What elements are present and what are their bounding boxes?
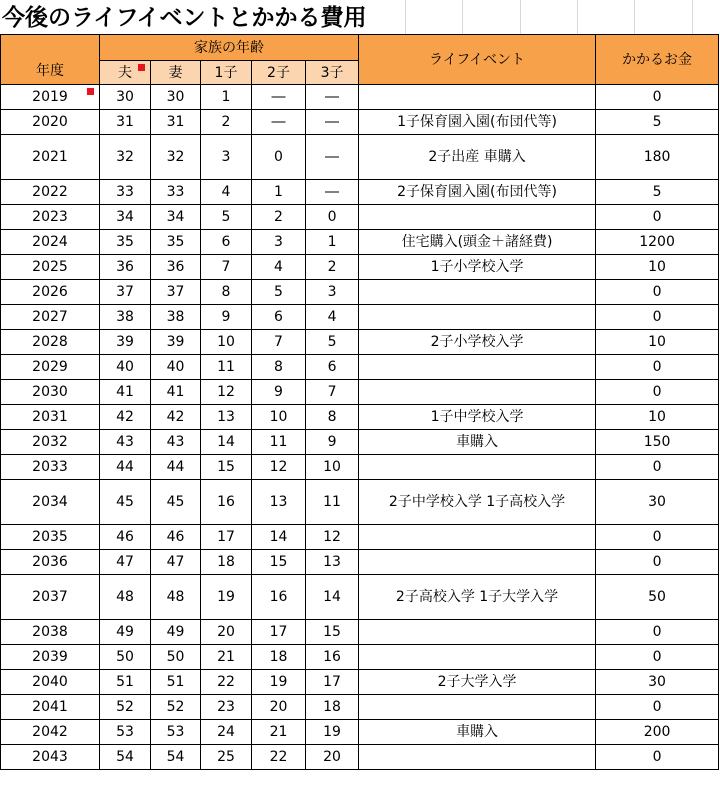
table-row: [1, 645, 719, 670]
cost-cell[interactable]: 50: [596, 575, 719, 620]
wife-age-cell[interactable]: 51: [151, 670, 201, 695]
husband-age-cell[interactable]: 31: [100, 110, 151, 135]
cost-cell[interactable]: 5: [596, 110, 719, 135]
child1-age-cell[interactable]: 17: [201, 525, 252, 550]
child1-age-cell[interactable]: 23: [201, 695, 252, 720]
life-event-cell[interactable]: 2子高校入学 1子大学入学: [359, 575, 596, 620]
table-row: [1, 550, 719, 575]
wife-age-cell[interactable]: 52: [151, 695, 201, 720]
life-event-cell[interactable]: [359, 525, 596, 550]
husband-age-cell[interactable]: 48: [100, 575, 151, 620]
child2-age-cell[interactable]: 7: [252, 330, 306, 355]
header-child3[interactable]: 3子: [306, 61, 359, 85]
husband-age-cell[interactable]: 54: [100, 745, 151, 770]
header-family-age[interactable]: 家族の年齢: [100, 35, 359, 61]
comment-marker-icon[interactable]: [138, 64, 145, 71]
child3-age-cell[interactable]: 10: [306, 455, 359, 480]
child1-age-cell[interactable]: 22: [201, 670, 252, 695]
cost-cell[interactable]: 0: [596, 645, 719, 670]
child1-age-cell[interactable]: 25: [201, 745, 252, 770]
husband-age-cell[interactable]: 39: [100, 330, 151, 355]
child2-age-cell[interactable]: 10: [252, 405, 306, 430]
wife-age-cell[interactable]: 30: [151, 85, 201, 110]
header-cost[interactable]: かかるお金: [596, 35, 719, 85]
table-row: [1, 745, 719, 770]
life-event-cell[interactable]: 2子保育園入園(布団代等): [359, 180, 596, 205]
table-row: [1, 85, 719, 110]
husband-age-cell[interactable]: 41: [100, 380, 151, 405]
wife-age-cell[interactable]: 43: [151, 430, 201, 455]
year-cell[interactable]: 2022: [1, 180, 100, 205]
child3-age-cell[interactable]: 5: [306, 330, 359, 355]
life-event-cell[interactable]: 車購入: [359, 720, 596, 745]
wife-age-cell[interactable]: 31: [151, 110, 201, 135]
child2-age-cell[interactable]: 19: [252, 670, 306, 695]
wife-age-cell[interactable]: 32: [151, 135, 201, 180]
child3-age-cell[interactable]: 2: [306, 255, 359, 280]
husband-age-cell[interactable]: 51: [100, 670, 151, 695]
child3-age-cell[interactable]: 1: [306, 230, 359, 255]
table-row: [1, 670, 719, 695]
wife-age-cell[interactable]: 38: [151, 305, 201, 330]
child1-age-cell[interactable]: 8: [201, 280, 252, 305]
child1-age-cell[interactable]: 2: [201, 110, 252, 135]
child1-age-cell[interactable]: 4: [201, 180, 252, 205]
child2-age-cell[interactable]: 0: [252, 135, 306, 180]
husband-age-cell[interactable]: 52: [100, 695, 151, 720]
child1-age-cell[interactable]: 6: [201, 230, 252, 255]
child3-age-cell[interactable]: 14: [306, 575, 359, 620]
cost-cell[interactable]: 5: [596, 180, 719, 205]
year-cell[interactable]: 2040: [1, 670, 100, 695]
cost-cell[interactable]: 0: [596, 550, 719, 575]
child2-age-cell[interactable]: 21: [252, 720, 306, 745]
child2-age-cell[interactable]: ―: [252, 85, 306, 110]
table-row: [1, 180, 719, 205]
table-row: [1, 355, 719, 380]
life-event-cell[interactable]: 2子出産 車購入: [359, 135, 596, 180]
child2-age-cell[interactable]: 1: [252, 180, 306, 205]
wife-age-cell[interactable]: 39: [151, 330, 201, 355]
year-cell[interactable]: 2041: [1, 695, 100, 720]
child1-age-cell[interactable]: 3: [201, 135, 252, 180]
life-event-cell[interactable]: [359, 85, 596, 110]
wife-age-cell[interactable]: 44: [151, 455, 201, 480]
husband-age-cell[interactable]: 40: [100, 355, 151, 380]
child3-age-cell[interactable]: 20: [306, 745, 359, 770]
cost-cell[interactable]: 0: [596, 380, 719, 405]
wife-age-cell[interactable]: 49: [151, 620, 201, 645]
wife-age-cell[interactable]: 36: [151, 255, 201, 280]
child1-age-cell[interactable]: 7: [201, 255, 252, 280]
cost-cell[interactable]: 0: [596, 85, 719, 110]
husband-age-cell[interactable]: 50: [100, 645, 151, 670]
cost-cell[interactable]: 0: [596, 455, 719, 480]
husband-age-cell[interactable]: 47: [100, 550, 151, 575]
year-cell[interactable]: 2028: [1, 330, 100, 355]
life-event-cell[interactable]: [359, 645, 596, 670]
child3-age-cell[interactable]: ―: [306, 135, 359, 180]
child1-age-cell[interactable]: 11: [201, 355, 252, 380]
year-cell[interactable]: 2034: [1, 480, 100, 525]
husband-age-cell[interactable]: 37: [100, 280, 151, 305]
wife-age-cell[interactable]: 47: [151, 550, 201, 575]
wife-age-cell[interactable]: 40: [151, 355, 201, 380]
year-cell[interactable]: 2043: [1, 745, 100, 770]
child2-age-cell[interactable]: 14: [252, 525, 306, 550]
child1-age-cell[interactable]: 13: [201, 405, 252, 430]
table-row: [1, 405, 719, 430]
table-row: [1, 380, 719, 405]
life-event-cell[interactable]: 1子中学校入学: [359, 405, 596, 430]
cost-cell[interactable]: 0: [596, 695, 719, 720]
table-row: [1, 455, 719, 480]
header-wife[interactable]: 妻: [151, 61, 201, 85]
child3-age-cell[interactable]: 3: [306, 280, 359, 305]
life-event-cell[interactable]: 2子大学入学: [359, 670, 596, 695]
child2-age-cell[interactable]: 20: [252, 695, 306, 720]
wife-age-cell[interactable]: 53: [151, 720, 201, 745]
header-life-event[interactable]: ライフイベント: [359, 35, 596, 85]
husband-age-cell[interactable]: 46: [100, 525, 151, 550]
table-row: [1, 525, 719, 550]
life-event-cell[interactable]: [359, 305, 596, 330]
year-cell[interactable]: 2030: [1, 380, 100, 405]
wife-age-cell[interactable]: 48: [151, 575, 201, 620]
header-child1[interactable]: 1子: [201, 61, 252, 85]
year-cell[interactable]: 2025: [1, 255, 100, 280]
child2-age-cell[interactable]: 13: [252, 480, 306, 525]
year-cell[interactable]: 2024: [1, 230, 100, 255]
child2-age-cell[interactable]: 6: [252, 305, 306, 330]
cost-cell[interactable]: 0: [596, 305, 719, 330]
child1-age-cell[interactable]: 1: [201, 85, 252, 110]
year-cell[interactable]: 2033: [1, 455, 100, 480]
husband-age-cell[interactable]: 45: [100, 480, 151, 525]
child1-age-cell[interactable]: 18: [201, 550, 252, 575]
child2-age-cell[interactable]: 16: [252, 575, 306, 620]
wife-age-cell[interactable]: 35: [151, 230, 201, 255]
child1-age-cell[interactable]: 19: [201, 575, 252, 620]
year-cell[interactable]: 2026: [1, 280, 100, 305]
year-cell[interactable]: 2032: [1, 430, 100, 455]
child3-age-cell[interactable]: 19: [306, 720, 359, 745]
year-cell[interactable]: 2035: [1, 525, 100, 550]
cost-cell[interactable]: 180: [596, 135, 719, 180]
life-event-table: [0, 34, 719, 770]
child3-age-cell[interactable]: 16: [306, 645, 359, 670]
child3-age-cell[interactable]: 15: [306, 620, 359, 645]
child1-age-cell[interactable]: 21: [201, 645, 252, 670]
child2-age-cell[interactable]: 22: [252, 745, 306, 770]
life-event-cell[interactable]: [359, 380, 596, 405]
husband-age-cell[interactable]: 34: [100, 205, 151, 230]
child3-age-cell[interactable]: 7: [306, 380, 359, 405]
year-label: 2019: [32, 89, 68, 105]
wife-age-cell[interactable]: 46: [151, 525, 201, 550]
child1-age-cell[interactable]: 24: [201, 720, 252, 745]
year-cell[interactable]: 2027: [1, 305, 100, 330]
child1-age-cell[interactable]: 10: [201, 330, 252, 355]
child2-age-cell[interactable]: 4: [252, 255, 306, 280]
husband-age-cell[interactable]: 33: [100, 180, 151, 205]
year-cell[interactable]: 2023: [1, 205, 100, 230]
life-event-cell[interactable]: 住宅購入(頭金＋諸経費): [359, 230, 596, 255]
header-husband-label: 夫: [118, 64, 132, 81]
cost-cell[interactable]: 200: [596, 720, 719, 745]
life-event-cell[interactable]: [359, 620, 596, 645]
cost-cell[interactable]: 10: [596, 255, 719, 280]
header-child2[interactable]: 2子: [252, 61, 306, 85]
child3-age-cell[interactable]: 11: [306, 480, 359, 525]
header-row-1: [1, 35, 719, 61]
year-cell[interactable]: 2042: [1, 720, 100, 745]
husband-age-cell[interactable]: 53: [100, 720, 151, 745]
husband-age-cell[interactable]: 42: [100, 405, 151, 430]
child3-age-cell[interactable]: 18: [306, 695, 359, 720]
year-cell[interactable]: 2029: [1, 355, 100, 380]
cost-cell[interactable]: 0: [596, 205, 719, 230]
child1-age-cell[interactable]: 12: [201, 380, 252, 405]
child3-age-cell[interactable]: 0: [306, 205, 359, 230]
child2-age-cell[interactable]: 18: [252, 645, 306, 670]
child3-age-cell[interactable]: ―: [306, 180, 359, 205]
page-title: 今後のライフイベントとかかる費用: [2, 5, 367, 31]
child3-age-cell[interactable]: 9: [306, 430, 359, 455]
life-event-cell[interactable]: 1子小学校入学: [359, 255, 596, 280]
husband-age-cell[interactable]: 32: [100, 135, 151, 180]
husband-age-cell[interactable]: 49: [100, 620, 151, 645]
child2-age-cell[interactable]: 15: [252, 550, 306, 575]
child2-age-cell[interactable]: ―: [252, 110, 306, 135]
husband-age-cell[interactable]: 35: [100, 230, 151, 255]
child1-age-cell[interactable]: 16: [201, 480, 252, 525]
table-row: [1, 110, 719, 135]
child1-age-cell[interactable]: 15: [201, 455, 252, 480]
child1-age-cell[interactable]: 14: [201, 430, 252, 455]
table-row: [1, 230, 719, 255]
year-cell[interactable]: 2039: [1, 645, 100, 670]
husband-age-cell[interactable]: 43: [100, 430, 151, 455]
child3-age-cell[interactable]: 4: [306, 305, 359, 330]
cost-cell[interactable]: 0: [596, 280, 719, 305]
wife-age-cell[interactable]: 54: [151, 745, 201, 770]
table-row: [1, 280, 719, 305]
life-event-cell[interactable]: [359, 695, 596, 720]
comment-marker-icon[interactable]: [87, 88, 94, 95]
table-row: [1, 575, 719, 620]
child2-age-cell[interactable]: 17: [252, 620, 306, 645]
year-cell[interactable]: [1, 85, 100, 110]
child2-age-cell[interactable]: 5: [252, 280, 306, 305]
child3-age-cell[interactable]: 13: [306, 550, 359, 575]
year-cell[interactable]: 2020: [1, 110, 100, 135]
life-event-cell[interactable]: [359, 280, 596, 305]
table-row: [1, 430, 719, 455]
table-row: [1, 695, 719, 720]
cost-cell[interactable]: 0: [596, 620, 719, 645]
life-event-cell[interactable]: 車購入: [359, 430, 596, 455]
wife-age-cell[interactable]: 41: [151, 380, 201, 405]
table-row: [1, 620, 719, 645]
cost-cell[interactable]: 1200: [596, 230, 719, 255]
child3-age-cell[interactable]: 8: [306, 405, 359, 430]
year-cell[interactable]: 2031: [1, 405, 100, 430]
cost-cell[interactable]: 0: [596, 355, 719, 380]
child2-age-cell[interactable]: 3: [252, 230, 306, 255]
child3-age-cell[interactable]: 6: [306, 355, 359, 380]
life-event-cell[interactable]: [359, 355, 596, 380]
child2-age-cell[interactable]: 11: [252, 430, 306, 455]
child2-age-cell[interactable]: 12: [252, 455, 306, 480]
life-event-cell[interactable]: [359, 205, 596, 230]
life-event-cell[interactable]: 1子保育園入園(布団代等): [359, 110, 596, 135]
cost-cell[interactable]: 150: [596, 430, 719, 455]
child3-age-cell[interactable]: 12: [306, 525, 359, 550]
table-row: [1, 255, 719, 280]
life-event-cell[interactable]: [359, 745, 596, 770]
header-year-label: 年度: [36, 63, 64, 79]
table-row: [1, 330, 719, 355]
cost-cell[interactable]: 10: [596, 405, 719, 430]
year-cell[interactable]: 2037: [1, 575, 100, 620]
cost-cell[interactable]: 0: [596, 525, 719, 550]
table-row: [1, 720, 719, 745]
life-event-cell[interactable]: 2子中学校入学 1子高校入学: [359, 480, 596, 525]
child3-age-cell[interactable]: ―: [306, 85, 359, 110]
table-row: [1, 205, 719, 230]
husband-age-cell[interactable]: 36: [100, 255, 151, 280]
header-husband[interactable]: [100, 61, 151, 85]
wife-age-cell[interactable]: 33: [151, 180, 201, 205]
child3-age-cell[interactable]: ―: [306, 110, 359, 135]
wife-age-cell[interactable]: 37: [151, 280, 201, 305]
table-row: [1, 480, 719, 525]
cost-cell[interactable]: 30: [596, 670, 719, 695]
husband-age-cell[interactable]: 44: [100, 455, 151, 480]
life-event-cell[interactable]: 2子小学校入学: [359, 330, 596, 355]
wife-age-cell[interactable]: 34: [151, 205, 201, 230]
year-cell[interactable]: 2021: [1, 135, 100, 180]
child1-age-cell[interactable]: 9: [201, 305, 252, 330]
child2-age-cell[interactable]: 8: [252, 355, 306, 380]
table-row: [1, 135, 719, 180]
child1-age-cell[interactable]: 20: [201, 620, 252, 645]
cost-cell[interactable]: 0: [596, 745, 719, 770]
life-event-cell[interactable]: [359, 550, 596, 575]
header-year[interactable]: [1, 35, 100, 85]
child2-age-cell[interactable]: 2: [252, 205, 306, 230]
husband-age-cell[interactable]: 30: [100, 85, 151, 110]
table-row: [1, 305, 719, 330]
child1-age-cell[interactable]: 5: [201, 205, 252, 230]
wife-age-cell[interactable]: 45: [151, 480, 201, 525]
cost-cell[interactable]: 30: [596, 480, 719, 525]
cost-cell[interactable]: 10: [596, 330, 719, 355]
husband-age-cell[interactable]: 38: [100, 305, 151, 330]
wife-age-cell[interactable]: 42: [151, 405, 201, 430]
life-event-cell[interactable]: [359, 455, 596, 480]
year-cell[interactable]: 2038: [1, 620, 100, 645]
year-cell[interactable]: 2036: [1, 550, 100, 575]
child2-age-cell[interactable]: 9: [252, 380, 306, 405]
wife-age-cell[interactable]: 50: [151, 645, 201, 670]
child3-age-cell[interactable]: 17: [306, 670, 359, 695]
